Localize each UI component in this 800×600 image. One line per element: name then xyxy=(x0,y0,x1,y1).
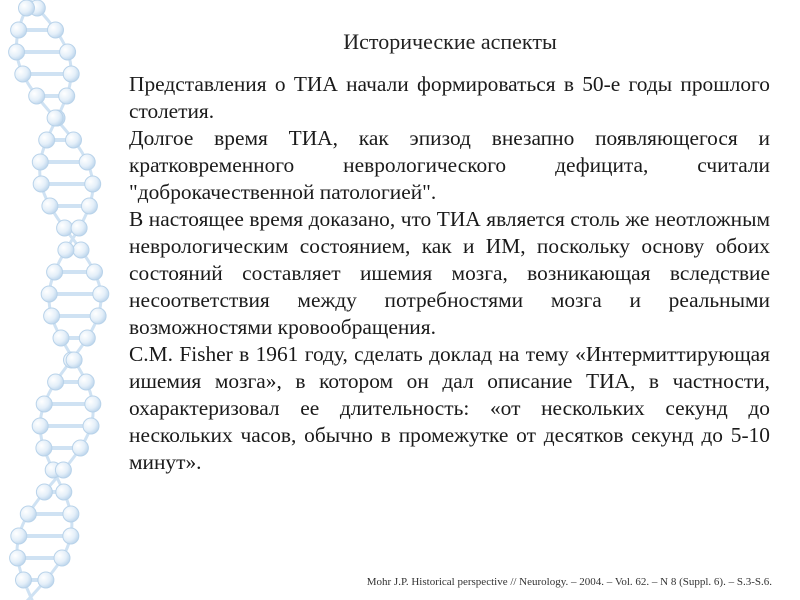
dna-bead xyxy=(79,154,95,170)
dna-bead xyxy=(90,308,106,324)
dna-bead xyxy=(48,374,64,390)
dna-bead xyxy=(79,330,95,346)
dna-bead xyxy=(59,88,75,104)
dna-bead xyxy=(60,44,76,60)
paragraph-history-start: Представления о ТИА начали формироваться в 50-е годы прошлого столетия. xyxy=(129,72,770,123)
dna-bead xyxy=(16,572,32,588)
dna-bead xyxy=(11,528,27,544)
dna-bead xyxy=(29,88,45,104)
dna-bead xyxy=(66,132,82,148)
dna-bead xyxy=(72,440,88,456)
dna-bead xyxy=(47,264,63,280)
dna-helix-decoration xyxy=(0,0,140,600)
dna-bead xyxy=(11,22,27,38)
dna-bead xyxy=(36,484,52,500)
dna-bead xyxy=(78,374,94,390)
dna-bead xyxy=(85,176,101,192)
slide-body xyxy=(129,71,770,476)
dna-bead xyxy=(83,418,99,434)
dna-bead xyxy=(66,352,82,368)
dna-bead xyxy=(55,462,71,478)
dna-bead xyxy=(63,66,79,82)
dna-bead xyxy=(93,286,109,302)
dna-bead xyxy=(71,220,87,236)
dna-bead xyxy=(63,506,79,522)
dna-bead xyxy=(10,550,26,566)
slide-title: Исторические аспекты xyxy=(343,29,557,54)
dna-bead xyxy=(73,242,89,258)
dna-bead xyxy=(54,550,70,566)
dna-bead xyxy=(81,198,97,214)
dna-bead xyxy=(87,264,103,280)
dna-bead xyxy=(42,198,58,214)
dna-bead xyxy=(48,22,64,38)
dna-bead xyxy=(39,132,55,148)
dna-bead xyxy=(15,66,31,82)
paragraph-fisher: C.M. Fisher в 1961 году, сделать доклад на тему «Интермиттирующая ишемия мозга», в котором он дал описание ТИА, в частности, охарактеризовал ее длительность: «от нескольких секунд до нескольких часов, обычно в промежутке от десятков секунд до 5-10 минут». xyxy=(129,342,770,474)
citation: Mohr J.P. Historical perspective // Neurology. – 2004. – Vol. 62. – N 8 (Suppl. 6). – S.3-S.6. xyxy=(366,576,772,588)
dna-bead xyxy=(85,396,101,412)
dna-bead xyxy=(41,286,57,302)
dna-bead xyxy=(9,44,25,60)
dna-bead xyxy=(19,0,35,16)
dna-bead xyxy=(63,528,79,544)
dna-bead xyxy=(20,506,36,522)
paragraph-current-view: В настоящее время доказано, что ТИА является столь же неотложным неврологическим состоянием, как и ИМ, поскольку основу обоих состояний составляет ишемия мозга, возникающая вследствие несоответствия между потребностями мозга и реальными возможностями кровообращения. xyxy=(129,207,770,339)
dna-bead xyxy=(56,484,72,500)
dna-bead xyxy=(47,110,63,126)
dna-bead xyxy=(57,220,73,236)
dna-bead xyxy=(53,330,69,346)
paragraph-benign-view: Долгое время ТИА, как эпизод внезапно появляющегося и кратковременного неврологического дефицита, считали "доброкачественной патологией". xyxy=(129,126,770,204)
dna-bead xyxy=(58,242,74,258)
dna-bead xyxy=(32,418,48,434)
dna-bead xyxy=(36,440,52,456)
dna-bead xyxy=(38,572,54,588)
dna-bead xyxy=(33,176,49,192)
dna-bead xyxy=(32,154,48,170)
dna-bead xyxy=(36,396,52,412)
dna-bead xyxy=(44,308,60,324)
